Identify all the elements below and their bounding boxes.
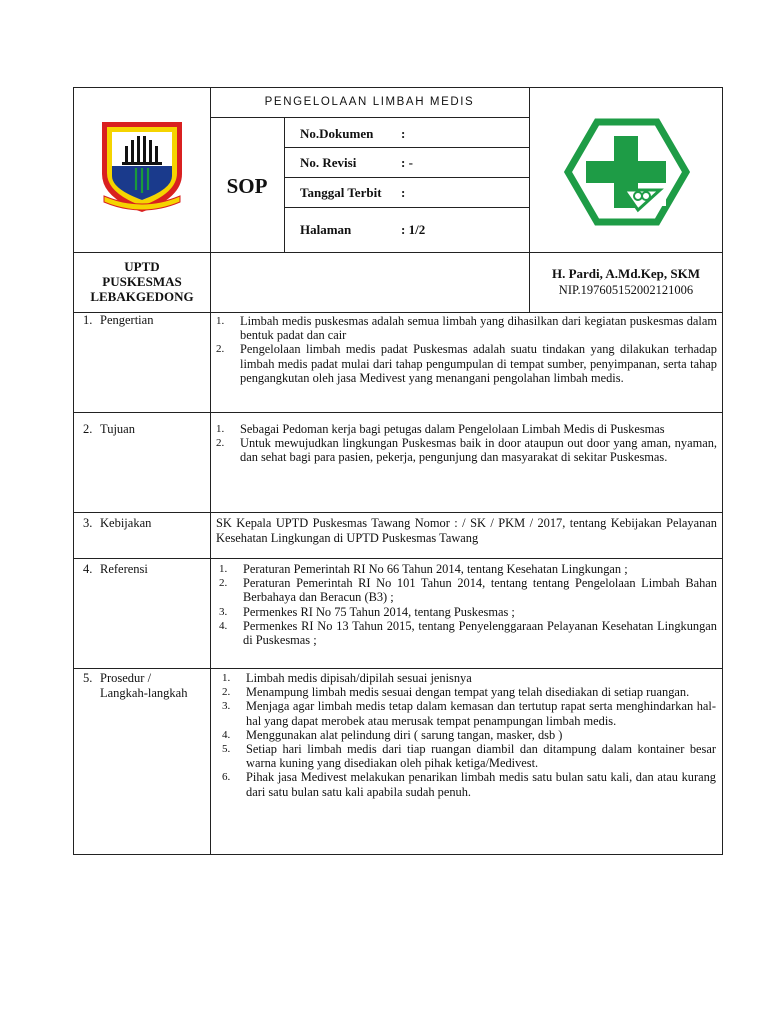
- page-value: : 1/2: [401, 222, 426, 237]
- list-item: 6. Pihak jasa Medivest melakukan penarikan limbah medis satu bulan satu kali, dan atau kurang dari satu bulan satu kali apabila sudah penuh.: [222, 770, 716, 799]
- unit-bottom-divider: [74, 312, 722, 313]
- meta-divider-1: [284, 147, 529, 148]
- prosedur-list: [222, 671, 716, 799]
- section-divider-2: [74, 512, 722, 513]
- unit-name: [74, 259, 210, 304]
- list-item: 2. Pengelolaan limbah medis padat Puskesmas adalah suatu tindakan yang dilakukan terhadap limbah medis padat mulai dari tahap pengumpulan di tempat sumber, penyimpanan, serta tahap pengangkutan oleh jasa Medivest yang menangani pengolahan limbah medis.: [216, 342, 717, 385]
- section-number: 5.: [83, 671, 93, 685]
- sop-document: [73, 87, 723, 855]
- meta-divider-3: [284, 207, 529, 208]
- section-divider-3: [74, 558, 722, 559]
- title-divider: [210, 117, 529, 118]
- referensi-list: [219, 562, 717, 647]
- list-item: 2. Menampung limbah medis sesuai dengan tempat yang telah disediakan di setiap ruangan.: [222, 685, 690, 700]
- bakti-husada-logo: [564, 118, 690, 226]
- section-title-referensi: [83, 562, 148, 577]
- list-item: 3. Permenkes RI No 75 Tahun 2014, tentang Puskesmas ;: [219, 604, 515, 619]
- section-number: 4.: [83, 562, 93, 576]
- bakti-husada-icon: [564, 118, 690, 226]
- revision-label: No. Revisi: [300, 155, 357, 170]
- puskesmas-emblem: [96, 116, 188, 216]
- section-title-tujuan: [83, 422, 135, 437]
- list-item: 1. Limbah medis dipisah/dipilah sesuai jenisnya: [222, 671, 472, 685]
- list-item: 2. Peraturan Pemerintah RI No 101 Tahun 2014, tentang tentang Pengelolaan Limbah Bahan Berbahaya dan Beracun (B3) ;: [219, 576, 717, 605]
- section-label: Kebijakan: [100, 516, 152, 530]
- revision-value: : -: [401, 155, 413, 170]
- section-number: 3.: [83, 516, 93, 530]
- left-column-divider: [210, 88, 211, 855]
- doc-number-label: No.Dokumen: [300, 126, 374, 141]
- tujuan-list: [216, 422, 717, 465]
- section-label: Prosedur /: [100, 671, 152, 685]
- list-item: 2. Untuk mewujudkan lingkungan Puskesmas baik in door ataupun out door yang aman, nyaman, dan sehat bagi para pasien, pekerja, pengunjung dan masyarakat di sekitar Puskesmas.: [216, 436, 717, 465]
- signer-name: H. Pardi, A.Md.Kep, SKM: [551, 266, 701, 281]
- section-number: 1.: [83, 313, 93, 327]
- document-title: PENGELOLAAN LIMBAH MEDIS: [264, 96, 475, 108]
- page-label: Halaman: [300, 222, 352, 237]
- unit-line-1: UPTD: [124, 259, 160, 274]
- section-number: 2.: [83, 422, 93, 436]
- section-label-2: Langkah-langkah: [100, 686, 188, 700]
- issue-date-label: Tanggal Terbit: [300, 185, 382, 200]
- section-title-pengertian: [83, 313, 153, 328]
- section-divider-4: [74, 668, 722, 669]
- list-item: 4. Permenkes RI No 13 Tahun 2015, tentang Penyelenggaraan Pelayanan Kesehatan Lingkungan di Puskesmas ;: [219, 618, 717, 648]
- section-title-kebijakan: [83, 516, 151, 531]
- section-title-prosedur: [83, 671, 187, 701]
- section-label: Referensi: [100, 562, 148, 576]
- section-label: Pengertian: [100, 313, 154, 327]
- section-label: Tujuan: [100, 422, 135, 436]
- list-item: 5. Setiap hari limbah medis dari tiap ruangan diambil dan ditampung dalam kontainer besar warna kuning yang disediakan oleh pihak ketiga/Medivest.: [222, 742, 716, 771]
- unit-line-3: LEBAKGEDONG: [90, 289, 194, 304]
- signer-nip: NIP.197605152002121006: [558, 283, 694, 297]
- list-item: 1. Limbah medis puskesmas adalah semua limbah yang dihasilkan dari kegiatan puskesmas dalam bentuk padat dan cair: [216, 314, 717, 343]
- unit-line-2: PUSKESMAS: [102, 274, 182, 289]
- list-item: 4. Menggunakan alat pelindung diri ( sarung tangan, masker, dsb ): [222, 727, 563, 742]
- kebijakan-text: SK Kepala UPTD Puskesmas Tawang Nomor : / SK / PKM / 2017, tentang Kebijakan Pelayanan Kesehatan Lingkungan di UPTD Puskesmas Tawang: [216, 516, 717, 545]
- sop-divider: [284, 117, 285, 252]
- list-item: 1. Sebagai Pedoman kerja bagi petugas dalam Pengelolaan Limbah Medis di Puskesmas: [216, 422, 665, 436]
- meta-divider-2: [284, 177, 529, 178]
- header-bottom-divider: [74, 252, 722, 253]
- issue-date-value: :: [401, 185, 406, 200]
- regional-crest-icon: [96, 116, 188, 216]
- section-divider-1: [74, 412, 722, 413]
- pengertian-list: [216, 314, 717, 385]
- sop-label: SOP: [226, 174, 268, 198]
- list-item: 3. Menjaga agar limbah medis tetap dalam kemasan dan tertutup rapat serta menghindarkan hal-hal yang dapat merobek atau merusak tempat penampungan limbah medis.: [222, 699, 716, 728]
- list-item: 1. Peraturan Pemerintah RI No 66 Tahun 2014, tentang Kesehatan Lingkungan ;: [219, 562, 628, 576]
- doc-number-value: :: [401, 126, 406, 141]
